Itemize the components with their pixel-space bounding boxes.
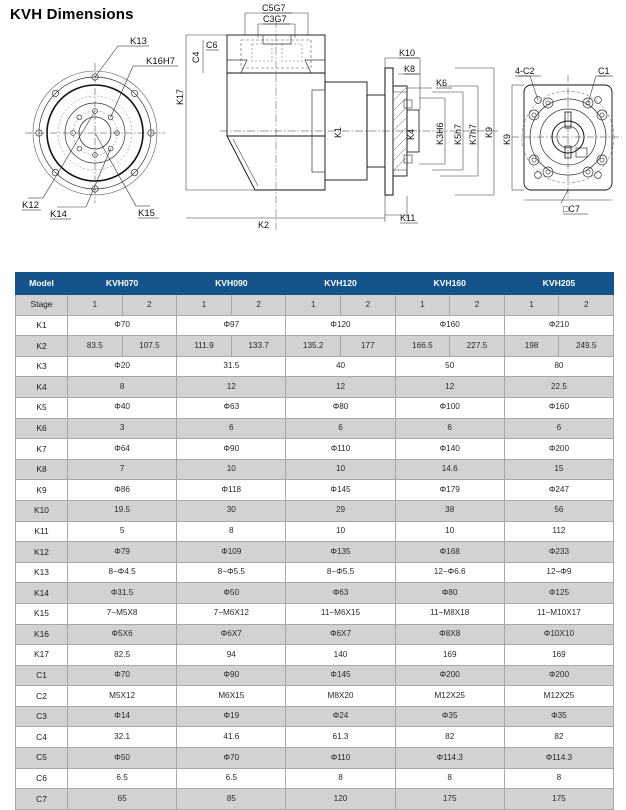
- value-cell: 82: [504, 727, 613, 748]
- row-label-k9: K9: [16, 480, 68, 501]
- table-header-model: Model: [16, 273, 68, 295]
- value-cell: Φ40: [68, 397, 177, 418]
- value-cell: 15: [504, 459, 613, 480]
- stage-cell: 2: [122, 295, 177, 316]
- value-cell: 12: [286, 377, 395, 398]
- value-cell: 11−M10X17: [504, 603, 613, 624]
- stage-cell: 1: [395, 295, 450, 316]
- technical-drawing: [0, 0, 626, 240]
- value-cell: Φ200: [395, 665, 504, 686]
- value-cell: Φ6X7: [177, 624, 286, 645]
- table-row: [16, 356, 614, 377]
- value-cell: Φ31.5: [68, 583, 177, 604]
- value-cell: 169: [395, 645, 504, 666]
- value-cell: 41.6: [177, 727, 286, 748]
- row-label-k13: K13: [16, 562, 68, 583]
- value-cell: 198: [504, 336, 559, 357]
- value-cell: 82: [395, 727, 504, 748]
- page-title: KVH Dimensions: [10, 6, 134, 23]
- value-cell: 169: [504, 645, 613, 666]
- value-cell: Φ118: [177, 480, 286, 501]
- table-row: [16, 748, 614, 769]
- value-cell: 30: [177, 500, 286, 521]
- value-cell: 10: [395, 521, 504, 542]
- row-label-k4: K4: [16, 377, 68, 398]
- value-cell: 175: [504, 789, 613, 810]
- value-cell: 38: [395, 500, 504, 521]
- value-cell: Φ24: [286, 706, 395, 727]
- value-cell: Φ19: [177, 706, 286, 727]
- value-cell: 112: [504, 521, 613, 542]
- table-row: [16, 439, 614, 460]
- stage-cell: 2: [450, 295, 505, 316]
- value-cell: M12X25: [395, 686, 504, 707]
- row-label-c5: C5: [16, 748, 68, 769]
- row-label-k7: K7: [16, 439, 68, 460]
- label-k5h7: K5h7: [453, 123, 463, 145]
- table-row: [16, 459, 614, 480]
- value-cell: Φ5X6: [68, 624, 177, 645]
- label-k9-rear: K9: [502, 133, 512, 145]
- value-cell: 177: [341, 336, 396, 357]
- value-cell: 31.5: [177, 356, 286, 377]
- label-k2: K2: [258, 220, 270, 230]
- dimensions-table-wrapper: [15, 272, 613, 810]
- label-k8: K8: [404, 64, 416, 74]
- value-cell: 8−Φ4.5: [68, 562, 177, 583]
- value-cell: Φ120: [286, 315, 395, 336]
- table-row: [16, 768, 614, 789]
- value-cell: 6: [286, 418, 395, 439]
- value-cell: 5: [68, 521, 177, 542]
- value-cell: Φ233: [504, 542, 613, 563]
- value-cell: Φ70: [68, 315, 177, 336]
- value-cell: Φ63: [177, 397, 286, 418]
- value-cell: Φ109: [177, 542, 286, 563]
- table-row: [16, 377, 614, 398]
- value-cell: 56: [504, 500, 613, 521]
- value-cell: 3: [68, 418, 177, 439]
- table-row: [16, 686, 614, 707]
- label-k1: K1: [333, 126, 343, 138]
- value-cell: Φ10X10: [504, 624, 613, 645]
- value-cell: Φ97: [177, 315, 286, 336]
- value-cell: Φ125: [504, 583, 613, 604]
- table-row: [16, 789, 614, 810]
- stage-cell: 2: [559, 295, 614, 316]
- value-cell: Φ168: [395, 542, 504, 563]
- value-cell: Φ6X7: [286, 624, 395, 645]
- value-cell: Φ110: [286, 439, 395, 460]
- value-cell: 22.5: [504, 377, 613, 398]
- value-cell: Φ35: [395, 706, 504, 727]
- value-cell: 6.5: [68, 768, 177, 789]
- value-cell: 135.2: [286, 336, 341, 357]
- table-header-model-kvh090: KVH090: [177, 273, 286, 295]
- value-cell: 94: [177, 645, 286, 666]
- value-cell: 11−M8X18: [395, 603, 504, 624]
- label-k4: K4: [406, 128, 416, 140]
- table-row: [16, 542, 614, 563]
- value-cell: Φ80: [286, 397, 395, 418]
- value-cell: Φ50: [68, 748, 177, 769]
- value-cell: Φ20: [68, 356, 177, 377]
- value-cell: Φ90: [177, 665, 286, 686]
- table-header-model-kvh160: KVH160: [395, 273, 504, 295]
- value-cell: 40: [286, 356, 395, 377]
- stage-cell: 1: [68, 295, 123, 316]
- value-cell: 7: [68, 459, 177, 480]
- label-c5g7: C5G7: [262, 3, 286, 13]
- row-label-k6: K6: [16, 418, 68, 439]
- value-cell: 10: [286, 459, 395, 480]
- stage-cell: 2: [231, 295, 286, 316]
- row-label-c6: C6: [16, 768, 68, 789]
- value-cell: Φ90: [177, 439, 286, 460]
- label-k13: K13: [130, 36, 147, 47]
- label-4-c2: 4-C2: [515, 66, 535, 76]
- value-cell: M5X12: [68, 686, 177, 707]
- motor-flange-square-view: [502, 66, 622, 214]
- value-cell: 8: [177, 521, 286, 542]
- value-cell: Φ145: [286, 480, 395, 501]
- value-cell: Φ114.3: [395, 748, 504, 769]
- value-cell: 32.1: [68, 727, 177, 748]
- row-label-k2: K2: [16, 336, 68, 357]
- value-cell: 6: [395, 418, 504, 439]
- value-cell: 10: [177, 459, 286, 480]
- value-cell: 50: [395, 356, 504, 377]
- table-row: [16, 500, 614, 521]
- table-body: [16, 315, 614, 809]
- value-cell: Φ160: [504, 397, 613, 418]
- table-head: [16, 273, 614, 316]
- value-cell: 12: [177, 377, 286, 398]
- dimensions-table: [15, 272, 614, 810]
- value-cell: Φ135: [286, 542, 395, 563]
- value-cell: 227.5: [450, 336, 505, 357]
- value-cell: Φ210: [504, 315, 613, 336]
- value-cell: Φ200: [504, 665, 613, 686]
- value-cell: 8: [395, 768, 504, 789]
- table-row: [16, 521, 614, 542]
- value-cell: 65: [68, 789, 177, 810]
- value-cell: Φ247: [504, 480, 613, 501]
- value-cell: 12−Φ9: [504, 562, 613, 583]
- table-row: [16, 583, 614, 604]
- label-k9-side: K9: [484, 126, 494, 138]
- value-cell: 6: [177, 418, 286, 439]
- stage-cell: 1: [286, 295, 341, 316]
- value-cell: 8: [504, 768, 613, 789]
- label-k12: K12: [22, 200, 39, 211]
- table-row: [16, 603, 614, 624]
- row-label-k3: K3: [16, 356, 68, 377]
- stage-cell: 1: [504, 295, 559, 316]
- row-label-k12: K12: [16, 542, 68, 563]
- row-label-k10: K10: [16, 500, 68, 521]
- label-k11: K11: [400, 213, 416, 223]
- label-k17: K17: [175, 88, 185, 105]
- table-row: [16, 727, 614, 748]
- row-label-k5: K5: [16, 397, 68, 418]
- value-cell: 80: [504, 356, 613, 377]
- drawing-svg: [0, 0, 626, 240]
- table-row: [16, 706, 614, 727]
- value-cell: Φ100: [395, 397, 504, 418]
- value-cell: M8X20: [286, 686, 395, 707]
- value-cell: M12X25: [504, 686, 613, 707]
- row-label-c7: C7: [16, 789, 68, 810]
- value-cell: Φ79: [68, 542, 177, 563]
- value-cell: 111.9: [177, 336, 232, 357]
- value-cell: Φ200: [504, 439, 613, 460]
- row-label-k1: K1: [16, 315, 68, 336]
- label-k7h7: K7h7: [468, 123, 478, 145]
- value-cell: 249.5: [559, 336, 614, 357]
- value-cell: Φ63: [286, 583, 395, 604]
- value-cell: Φ70: [177, 748, 286, 769]
- value-cell: Φ160: [395, 315, 504, 336]
- label-k15: K15: [138, 208, 155, 219]
- value-cell: 8: [286, 768, 395, 789]
- value-cell: Φ80: [395, 583, 504, 604]
- value-cell: 8: [68, 377, 177, 398]
- row-label-c4: C4: [16, 727, 68, 748]
- row-label-k15: K15: [16, 603, 68, 624]
- table-row: [16, 336, 614, 357]
- value-cell: Φ145: [286, 665, 395, 686]
- value-cell: 12: [395, 377, 504, 398]
- table-row: [16, 480, 614, 501]
- label-c4: C4: [191, 51, 201, 63]
- model-header-row: [16, 273, 614, 295]
- value-cell: Φ140: [395, 439, 504, 460]
- value-cell: 120: [286, 789, 395, 810]
- value-cell: Φ86: [68, 480, 177, 501]
- label-k10: K10: [399, 48, 416, 58]
- value-cell: 133.7: [231, 336, 286, 357]
- value-cell: 6.5: [177, 768, 286, 789]
- table-row: [16, 624, 614, 645]
- row-label-c3: C3: [16, 706, 68, 727]
- row-label-c1: C1: [16, 665, 68, 686]
- value-cell: 14.6: [395, 459, 504, 480]
- label-c7: □C7: [563, 204, 580, 214]
- stage-cell: 1: [177, 295, 232, 316]
- row-label-k16: K16: [16, 624, 68, 645]
- value-cell: 107.5: [122, 336, 177, 357]
- value-cell: 12−Φ6.6: [395, 562, 504, 583]
- row-label-k11: K11: [16, 521, 68, 542]
- table-row: [16, 645, 614, 666]
- table-header-model-kvh120: KVH120: [286, 273, 395, 295]
- value-cell: Φ64: [68, 439, 177, 460]
- label-k14: K14: [50, 209, 67, 220]
- table-row: [16, 315, 614, 336]
- value-cell: 29: [286, 500, 395, 521]
- value-cell: 166.5: [395, 336, 450, 357]
- table-header-model-kvh070: KVH070: [68, 273, 177, 295]
- value-cell: 82.5: [68, 645, 177, 666]
- value-cell: 19.5: [68, 500, 177, 521]
- value-cell: Φ114.3: [504, 748, 613, 769]
- value-cell: 175: [395, 789, 504, 810]
- value-cell: 7−M5X8: [68, 603, 177, 624]
- table-row: [16, 397, 614, 418]
- row-label-k17: K17: [16, 645, 68, 666]
- label-k6: K6: [436, 78, 448, 88]
- stage-cell: 2: [341, 295, 396, 316]
- value-cell: 61.3: [286, 727, 395, 748]
- value-cell: 10: [286, 521, 395, 542]
- label-c1: C1: [598, 66, 610, 76]
- value-cell: Φ8X8: [395, 624, 504, 645]
- value-cell: Φ50: [177, 583, 286, 604]
- label-k3h6: K3H6: [435, 122, 445, 145]
- table-row: [16, 418, 614, 439]
- value-cell: Φ35: [504, 706, 613, 727]
- table-row: [16, 665, 614, 686]
- value-cell: 7−M6X12: [177, 603, 286, 624]
- table-row: [16, 562, 614, 583]
- label-c6: C6: [206, 40, 218, 50]
- value-cell: Φ70: [68, 665, 177, 686]
- value-cell: 11−M6X15: [286, 603, 395, 624]
- value-cell: 85: [177, 789, 286, 810]
- value-cell: Φ110: [286, 748, 395, 769]
- value-cell: Φ14: [68, 706, 177, 727]
- value-cell: M6X15: [177, 686, 286, 707]
- value-cell: 140: [286, 645, 395, 666]
- value-cell: 83.5: [68, 336, 123, 357]
- stage-header-row: [16, 295, 614, 316]
- table-header-stage: Stage: [16, 295, 68, 316]
- table-header-model-kvh205: KVH205: [504, 273, 613, 295]
- row-label-k14: K14: [16, 583, 68, 604]
- gearbox-side-section-view: [175, 3, 500, 230]
- label-c3g7: C3G7: [263, 14, 287, 24]
- value-cell: 6: [504, 418, 613, 439]
- value-cell: Φ179: [395, 480, 504, 501]
- label-k16h7: K16H7: [146, 56, 176, 67]
- row-label-c2: C2: [16, 686, 68, 707]
- value-cell: 8−Φ5.5: [286, 562, 395, 583]
- value-cell: 8−Φ5.5: [177, 562, 286, 583]
- row-label-k8: K8: [16, 459, 68, 480]
- output-flange-front-view: [22, 36, 178, 220]
